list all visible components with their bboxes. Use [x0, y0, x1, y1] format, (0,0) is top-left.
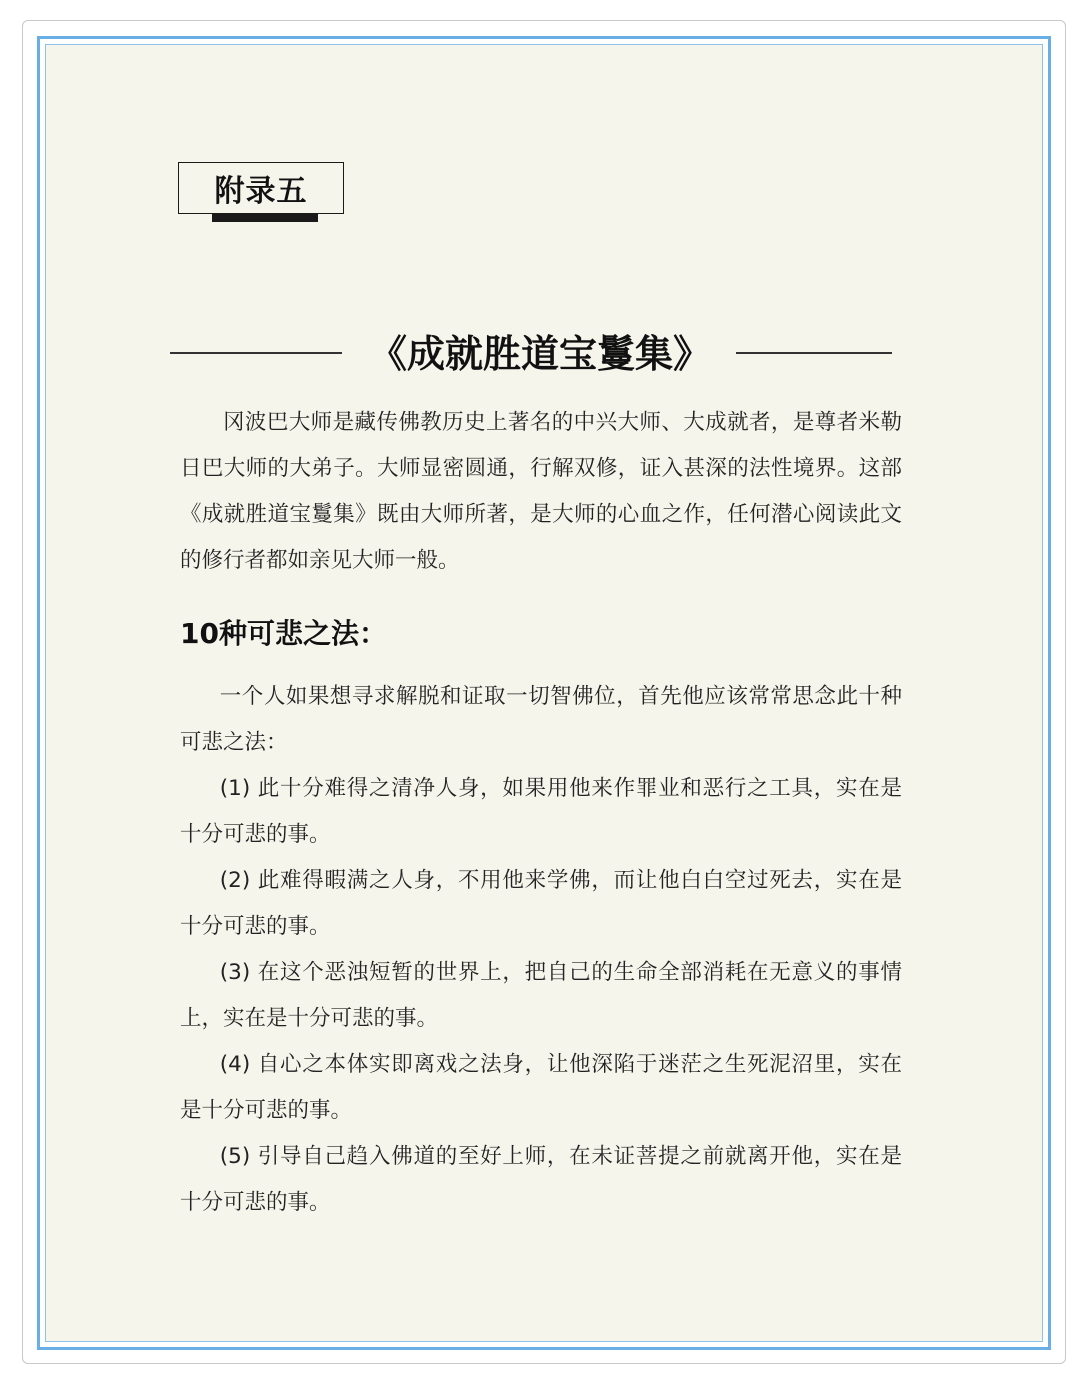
list-item: (1) 此十分难得之清净人身，如果用他来作罪业和恶行之工具，实在是十分可悲的事。: [180, 776, 902, 847]
appendix-underbar: [212, 214, 318, 222]
book-title: 《成就胜道宝鬘集》: [368, 332, 711, 376]
list-item: (3) 在这个恶浊短暂的世界上，把自己的生命全部消耗在无意义的事情上，实在是十分可悲的事。: [180, 960, 902, 1031]
title-row: [170, 326, 896, 382]
body-block: [180, 674, 902, 1226]
appendix-label: 附录五: [214, 174, 308, 209]
lead-paragraph: 一个人如果想寻求解脱和证取一切智佛位，首先他应该常常思念此十种可悲之法：: [180, 684, 902, 755]
intro-paragraph: 冈波巴大师是藏传佛教历史上著名的中兴大师、大成就者，是尊者米勒日巴大师的大弟子。大师显密圆通，行解双修，证入甚深的法性境界。这部《成就胜道宝鬘集》既由大师所著，是大师的心血之作，任何潜心阅读此文的修行者都如亲见大师一般。: [180, 410, 902, 573]
list-item: (2) 此难得暇满之人身，不用他来学佛，而让他白白空过死去，实在是十分可悲的事。: [180, 868, 902, 939]
title-rule-right: [736, 352, 892, 354]
list-item: (5) 引导自己趋入佛道的至好上师，在未证菩提之前就离开他，实在是十分可悲的事。: [180, 1144, 902, 1215]
list-item: (4) 自心之本体实即离戏之法身，让他深陷于迷茫之生死泥沼里，实在是十分可悲的事。: [180, 1052, 902, 1123]
title-rule-left: [170, 352, 342, 354]
appendix-box: [178, 162, 344, 214]
section-heading: 10种可悲之法：: [180, 617, 387, 650]
